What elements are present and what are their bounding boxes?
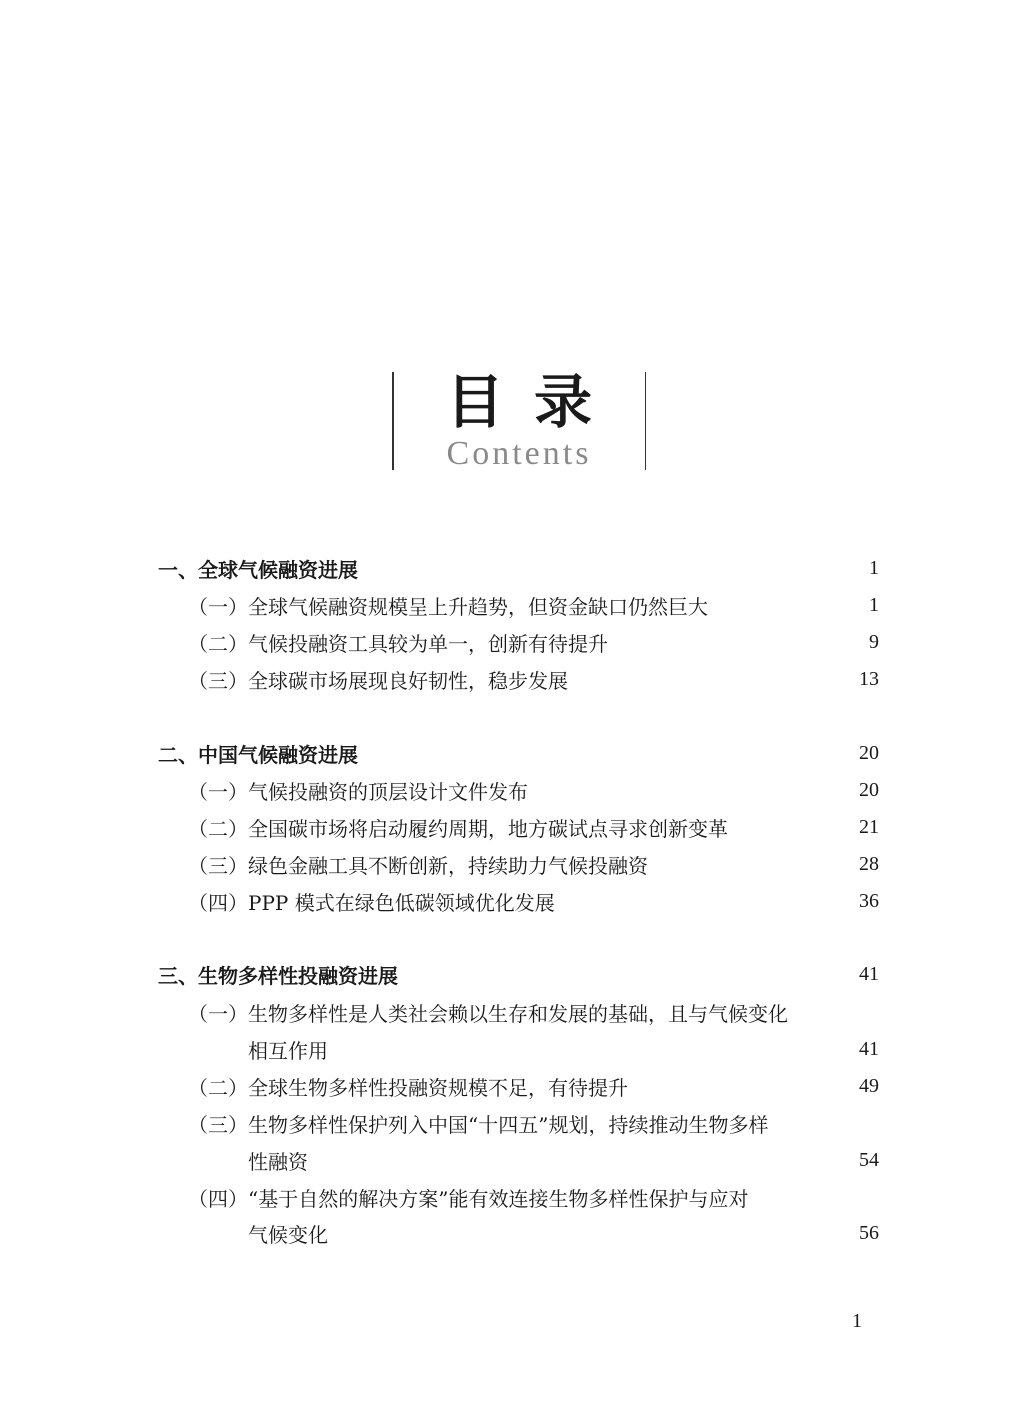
toc-entry-label: 二、中国气候融资进展	[158, 742, 358, 767]
toc-entry-1-3[interactable]	[188, 664, 879, 694]
toc-entry-label: （一）生物多样性是人类社会赖以生存和发展的基础，且与气候变化	[188, 1001, 788, 1026]
toc-entry-section-1[interactable]	[158, 553, 879, 583]
toc-title-chinese: 目录	[445, 368, 622, 436]
toc-entry-label: 气候变化	[248, 1222, 328, 1247]
toc-entry-label: （二）全球生物多样性投融资规模不足，有待提升	[188, 1075, 628, 1100]
dot-leader	[366, 738, 849, 768]
toc-entry-2-2[interactable]	[188, 812, 879, 842]
dot-leader	[616, 627, 849, 657]
toc-entry-3-1-line2[interactable]	[248, 1034, 879, 1064]
toc-entry-page: 41	[859, 962, 879, 985]
dot-leader	[636, 1071, 849, 1101]
toc-entry-label: （三）生物多样性保护列入中国“十四五”规划，持续推动生物多样	[188, 1112, 769, 1137]
toc-entry-3-4-line2[interactable]	[248, 1218, 879, 1248]
toc-entry-3-3-line1[interactable]	[188, 1108, 839, 1138]
toc-entry-label: （三）全球碳市场展现良好韧性，稳步发展	[188, 668, 568, 693]
toc-entry-page: 41	[859, 1037, 879, 1060]
toc-entry-2-1[interactable]	[188, 775, 879, 805]
dot-leader	[366, 553, 849, 583]
toc-entry-page: 36	[859, 889, 879, 912]
dot-leader	[316, 1145, 849, 1175]
title-right-rule	[645, 372, 647, 470]
toc-entry-label: （四）PPP 模式在绿色低碳领域优化发展	[188, 890, 555, 915]
toc-entry-3-1-line1[interactable]	[188, 997, 839, 1027]
toc-entry-section-2[interactable]	[158, 738, 879, 768]
page-number: 1	[852, 1310, 862, 1332]
toc-entry-page: 21	[859, 815, 879, 838]
dot-leader	[536, 775, 849, 805]
dot-leader	[576, 664, 849, 694]
toc-entry-page: 49	[859, 1074, 879, 1097]
toc-entry-label: （四）“基于自然的解决方案”能有效连接生物多样性保护与应对	[188, 1186, 749, 1211]
toc-entry-1-1[interactable]	[188, 590, 879, 620]
toc-entry-3-2[interactable]	[188, 1071, 879, 1101]
toc-entry-2-3[interactable]	[188, 849, 879, 879]
dot-leader	[336, 1218, 849, 1248]
toc-title-block	[392, 368, 646, 472]
toc-entry-page: 20	[859, 741, 879, 764]
dot-leader	[563, 886, 849, 916]
toc-entry-page: 13	[859, 667, 879, 690]
toc-entry-page: 56	[859, 1221, 879, 1244]
toc-entry-label: 一、全球气候融资进展	[158, 557, 358, 582]
toc-entry-page: 1	[869, 593, 879, 616]
toc-entry-page: 28	[859, 852, 879, 875]
toc-entry-page: 1	[869, 556, 879, 579]
toc-entry-label: 三、生物多样性投融资进展	[158, 963, 398, 988]
toc-entry-label: （三）绿色金融工具不断创新，持续助力气候投融资	[188, 853, 648, 878]
toc-entry-1-2[interactable]	[188, 627, 879, 657]
toc-entry-page: 54	[859, 1148, 879, 1171]
toc-entry-page: 9	[869, 630, 879, 653]
toc-entry-page: 20	[859, 778, 879, 801]
toc-entry-3-3-line2[interactable]	[248, 1145, 879, 1175]
toc-entry-label: 相互作用	[248, 1038, 328, 1063]
dot-leader	[656, 849, 849, 879]
dot-leader	[336, 1034, 849, 1064]
toc-entry-label: 性融资	[248, 1149, 308, 1174]
toc-entry-label: （一）全球气候融资规模呈上升趋势，但资金缺口仍然巨大	[188, 594, 708, 619]
toc-title-english: Contents	[446, 435, 592, 472]
dot-leader	[736, 812, 849, 842]
toc-entry-3-4-line1[interactable]	[188, 1182, 839, 1212]
toc-entry-label: （二）气候投融资工具较为单一，创新有待提升	[188, 631, 608, 656]
toc-entry-label: （一）气候投融资的顶层设计文件发布	[188, 779, 528, 804]
toc-entry-label: （二）全国碳市场将启动履约周期，地方碳试点寻求创新变革	[188, 816, 728, 841]
toc-entry-section-3[interactable]	[158, 959, 879, 989]
toc-entry-2-4[interactable]	[188, 886, 879, 916]
dot-leader	[406, 959, 849, 989]
dot-leader	[716, 590, 849, 620]
